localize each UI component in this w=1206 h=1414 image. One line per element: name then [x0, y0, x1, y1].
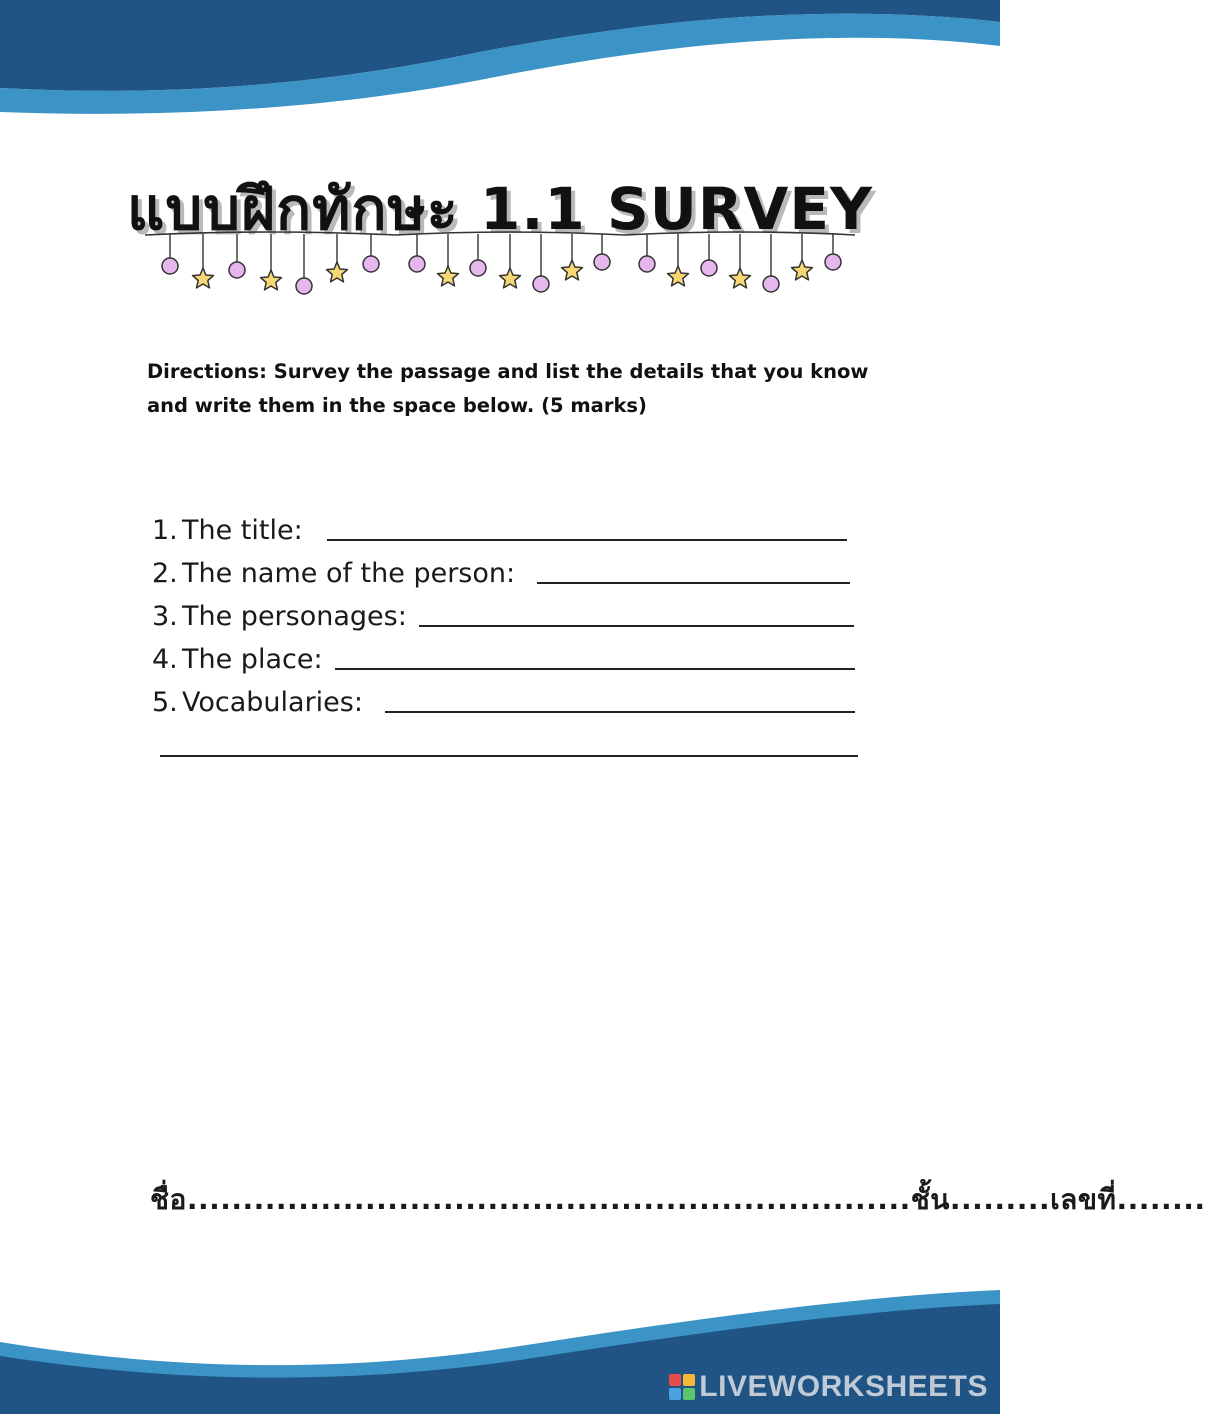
question-number: 3.: [152, 601, 178, 632]
question-number: 5.: [152, 687, 178, 718]
question-number: 4.: [152, 644, 178, 675]
question-label: The place:: [182, 644, 323, 675]
star-icon: [327, 262, 348, 282]
bead-icon: [470, 260, 486, 276]
bead-icon: [594, 254, 610, 270]
star-icon: [562, 260, 583, 280]
brand-name: LIVEWORKSHEETS: [699, 1370, 988, 1403]
directions-text: Directions: Survey the passage and list the details that you know and write them in the space below. (5 marks): [147, 360, 869, 417]
answer-line-title[interactable]: [327, 539, 847, 541]
question-label: The name of the person:: [182, 558, 516, 589]
question-item-vocabularies: [152, 677, 872, 720]
question-item-place: [152, 634, 872, 677]
star-icon: [438, 266, 459, 286]
liveworksheets-logo-icon: [669, 1374, 695, 1400]
student-info-line: [150, 1178, 1206, 1222]
question-label: The personages:: [182, 601, 407, 632]
question-label: Vocabularies:: [182, 687, 363, 718]
question-item-personages: [152, 591, 872, 634]
question-number: 1.: [152, 515, 178, 546]
liveworksheets-brand: [669, 1370, 988, 1404]
answer-line-personages[interactable]: [419, 625, 854, 627]
question-item-title: [152, 505, 872, 548]
worksheet-title: แบบฝึกทักษะ 1.1 SURVEY: [126, 175, 874, 243]
star-icon: [261, 270, 282, 290]
bead-icon: [825, 254, 841, 270]
star-icon: [792, 260, 813, 280]
star-icon: [193, 268, 214, 288]
bead-icon: [533, 276, 549, 292]
star-icon: [500, 268, 521, 288]
bead-icon: [763, 276, 779, 292]
answer-line-vocabularies[interactable]: [385, 711, 855, 713]
answer-line-place[interactable]: [335, 668, 855, 670]
class-blank[interactable]: .........: [949, 1183, 1051, 1216]
bead-icon: [229, 262, 245, 278]
question-number: 2.: [152, 558, 178, 589]
top-wave-decoration: [0, 0, 1000, 130]
bead-icon: [639, 256, 655, 272]
star-icon: [668, 266, 689, 286]
bead-icon: [162, 258, 178, 274]
answer-line-extra[interactable]: [160, 755, 858, 757]
name-blank[interactable]: .................................................................: [186, 1183, 911, 1216]
star-icon: [730, 268, 751, 288]
question-item-person: [152, 548, 872, 591]
bead-icon: [409, 256, 425, 272]
class-label: ชั้น: [910, 1183, 950, 1216]
bead-icon: [363, 256, 379, 272]
name-label: ชื่อ: [150, 1183, 187, 1216]
question-label: The title:: [182, 515, 303, 546]
bead-icon: [296, 278, 312, 294]
garland-string: [145, 232, 395, 235]
number-label: เลขที่: [1050, 1183, 1117, 1216]
star-garland-decoration: [140, 226, 860, 296]
number-blank[interactable]: ........: [1116, 1183, 1206, 1216]
bead-icon: [701, 260, 717, 276]
answer-line-person[interactable]: [537, 582, 850, 584]
question-list: [152, 505, 872, 720]
